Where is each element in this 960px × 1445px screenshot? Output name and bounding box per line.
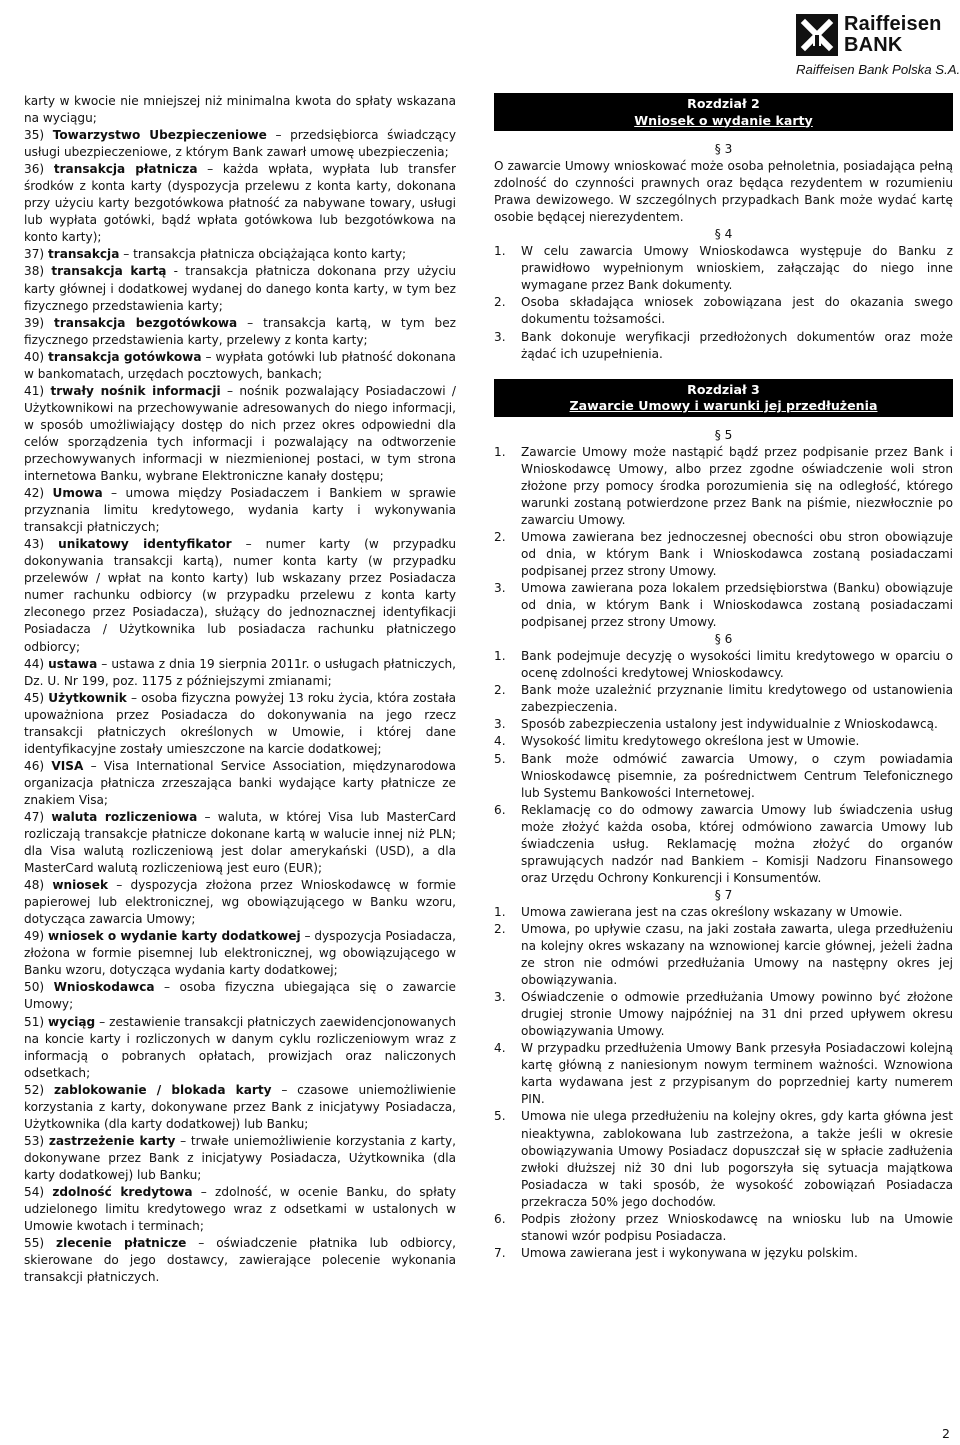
definition-text: – czasowe uniemożliwienie korzystania z karty, dokonywane przez Bank z inicjatywy Posiadacza, Użytkownika (dla karty dodatkowej) lub Banku; [24,1082,456,1131]
definition-item [24,1235,456,1286]
definition-number: 38) [24,264,45,279]
definition-term: unikatowy identyfikator [58,537,232,552]
section-3-text: O zawarcie Umowy wnioskować może osoba pełnoletnia, posiadająca pełną zdolność do czynności prawnych oraz będąca rezydentem w rozumieniu Prawa dewizowego. W szczególnych przypadkach Bank może wydać kartę osobie będącej nierezydentem. [494,159,953,225]
list-item [494,294,953,328]
definition-term: zablokowanie / blokada karty [53,1082,272,1097]
definition-item [24,383,456,485]
definition-text: – transakcja kartą, w tym bez fizycznego przedstawienia karty, przelewy z konta karty; [24,315,456,347]
definition-text: – numer karty (w przypadku dokonywania transakcji kartą), numer konta karty (w przypadku przelewów / wpłat na konto karty) lub wskazany przez Posiadacza numer rachunku odbiorcy (w przypadku przelewu z konta karty zleconego przez Posiadacza), służący do jednoznacznej identyfikacji Posiadacza / Użytkownika lub posiadacza rachunku płatniczego odbiorcy; [24,537,456,654]
definition-term: zdolność kredytowa [52,1185,193,1199]
list-item [494,921,953,989]
definition-term: transakcja płatnicza [53,162,198,177]
definition-term: VISA [51,758,84,773]
list-item-text: Umowa nie ulega przedłużeniu na kolejny okres, gdy karta główna jest nieaktywna, zablokowana lub zastrzeżona, a także jeśli w okresie obowiązywania Umowy Posiadacz dopuszczał się w spłacie zadłużenia zwłoki dłuższej niż 30 dni lub pogorszyła się sytuacja majątkowa Posiadacza w taki sposób, że wysokość zobowiązań Posiadacza przekracza 50% jego dochodów. [521,1109,953,1209]
definition-item [24,1014,456,1082]
definition-text: – oświadczenie płatnika lub odbiorcy, skierowane do jego dostawcy, zawierające polecenie wykonania transakcji płatniczych. [24,1236,456,1285]
definition-item [24,349,456,383]
definition-text: - transakcja płatnicza dokonana przy użyciu karty głównej i dodatkowej wydanej do danego konta karty, w tym bez fizycznego przedstawienia karty; [24,264,456,313]
section-3-sign: § 3 [714,142,733,156]
list-item [494,1211,953,1245]
list-item-number: 5. [494,1109,506,1124]
definition-term: Wnioskodawca [53,980,155,995]
definition-number: 50) [24,980,45,995]
definition-number: 48) [24,878,45,893]
definition-term: transakcja bezgotówkowa [54,315,238,330]
list-item-text: Sposób zabezpieczenia ustalony jest indywidualnie z Wnioskodawcą. [521,717,938,732]
list-item-number: 2. [494,921,506,936]
section-5-list [494,444,953,632]
definition-number: 43) [24,537,45,552]
definition-item [24,877,456,928]
section-7-sign: § 7 [714,887,733,902]
definition-term: waluta rozliczeniowa [51,809,198,824]
definition-number: 39) [24,315,45,330]
definition-number: 40) [24,349,45,364]
definition-item [24,758,456,809]
list-item-number: 6. [494,802,506,817]
definition-text: – nośnik pozwalający Posiadaczowi / Użytkownikowi na przechowywanie adresowanych do niego informacji, w sposób umożliwiający dostęp do nich przez okres odpowiedni dla celów sporządzenia tych informacji i pozwalający na odtworzenie przechowywanych informacji w niezmienionej postaci, w tym strona internetowa Banku, wybrane Elektroniczne kanały dostępu; [24,383,456,484]
list-item [494,1040,953,1108]
definition-term: wyciąg [48,1014,96,1029]
definition-number: 45) [24,690,45,705]
list-item-number: 5. [494,751,506,766]
definition-text: – zdolność, w ocenie Banku, do spłaty udzielonego limitu kredytowego wraz z odsetkami w ustalonych w Umowie kwotach i terminach; [24,1185,456,1234]
list-item-number: 1. [494,649,506,664]
list-item [494,989,953,1040]
page-number: 2 [942,1426,950,1441]
definition-item [24,690,456,758]
list-item-text: Wysokość limitu kredytowego określona jest w Umowie. [521,734,860,749]
logo-word-raiffeisen: Raiffeisen [844,13,942,35]
list-item-number: 3. [494,581,506,596]
list-item-text: Osoba składająca wniosek zobowiązana jest do okazania swego dokumentu tożsamości. [521,295,953,327]
definition-item [24,656,456,690]
list-item-number: 6. [494,1211,506,1226]
definition-text: – Visa International Service Association, międzynarodowa organizacja płatnicza zrzeszająca banki wydające karty płatnicze ze znakiem Visa; [24,758,456,807]
definition-item [24,536,456,655]
definition-number: 35) [24,128,45,143]
definition-number: 47) [24,809,45,824]
definition-term: zlecenie płatnicze [56,1236,187,1251]
chapter-3-title: Rozdział 3 [687,381,760,397]
definition-text: – dyspozycja Posiadacza, złożona w formie pisemnej lub elektronicznej, wg obowiązującego w Banku wzoru, dotycząca wydania karty dodatkowej; [24,929,456,978]
chapter-3-subtitle: Zawarcie Umowy i warunki jej przedłużenia [569,398,878,414]
list-item-number: 3. [494,717,506,732]
definition-number: 54) [24,1185,45,1199]
definition-text: – waluta, w której Visa lub MasterCard rozliczają transakcje płatnicze dokonane kartą w walucie innej niż PLN; dla Visa walutą rozliczeniową jest dolar amerykański (USD), a dla MasterCard walutą rozliczeniową jest euro (EUR); [24,809,456,876]
list-item-number: 1. [494,904,506,919]
section-6-list [494,648,953,887]
definition-text: – ustawa z dnia 19 sierpnia 2011r. o usługach płatniczych, Dz. U. Nr 199, poz. 1175 z późniejszymi zmianami; [24,656,456,688]
definition-item [24,93,456,127]
definition-number: 51) [24,1014,45,1029]
list-item-number: 4. [494,1041,506,1056]
definition-text: – umowa między Posiadaczem i Bankiem w sprawie przyznania limitu kredytowego, wydania karty i wykonywania transakcji płatniczych; [24,486,456,535]
list-item-text: Umowa zawierana jest i wykonywana w języku polskim. [521,1245,858,1260]
section-5-sign: § 5 [714,427,733,442]
definition-item [24,1082,456,1133]
definition-item [24,485,456,536]
list-item-number: 2. [494,683,506,698]
definition-item [24,127,456,161]
list-item-number: 2. [494,295,506,310]
definition-item [24,315,456,349]
definition-term: transakcja kartą [51,264,167,279]
list-item [494,1108,953,1210]
definition-item [24,809,456,877]
definition-term: transakcja gotówkowa [48,349,202,364]
definition-text: – osoba fizyczna ubiegająca się o zawarcie Umowy; [24,980,456,1012]
definition-item [24,161,456,246]
raiffeisen-gable-cross-icon [796,14,838,56]
definition-number: 53) [24,1133,45,1148]
section-4-list [494,243,953,362]
list-item [494,904,953,921]
definition-term: wniosek o wydanie karty dodatkowej [47,929,301,944]
definition-number: 37) [24,247,45,262]
definition-text: – trwałe uniemożliwienie korzystania z karty, dokonywane przez Bank z inicjatywy Posiadacza, Użytkownika (dla karty dodatkowej) lub Banku; [24,1133,456,1182]
definition-term: transakcja [47,247,120,262]
list-item-text: Umowa zawierana bez jednoczesnej obecności obu stron obowiązuje od dnia, w którym Bank i Wnioskodawca zostaną posiadaczami podpisanej przez strony Umowy. [521,529,953,578]
definition-term: Użytkownik [48,690,127,705]
definition-number: 55) [24,1236,45,1251]
list-item-text: Umowa zawierana poza lokalem przedsiębiorstwa (Banku) obowiązuje od dnia, w którym Bank i Wnioskodawca zostaną posiadaczami podpisanej przez strony Umowy. [521,581,953,630]
list-item-number: 3. [494,990,506,1005]
list-item [494,682,953,716]
list-item-text: W przypadku przedłużenia Umowy Bank przesyła Posiadaczowi kolejną kartę główną z naniesionym nowym terminem ważności. Wznowiona karta wydawana jest z przypisanym do poprzedniej karty numerem PIN. [521,1041,953,1107]
definition-term: ustawa [48,656,98,671]
list-item-number: 2. [494,529,506,544]
chapter-2-subtitle: Wniosek o wydanie karty [634,112,813,128]
definition-number: 42) [24,486,45,501]
definitions-column [24,93,456,1286]
section-6-sign: § 6 [714,632,733,647]
definition-number: 52) [24,1082,45,1097]
definition-term: Umowa [52,486,103,501]
list-item [494,733,953,750]
list-item [494,1245,953,1262]
list-item [494,329,953,363]
section-7-list [494,904,953,1262]
definition-item [24,1184,456,1235]
definition-text: – przedsiębiorca świadczący usługi ubezpieczeniowe, z którym Bank zawarł umowę ubezpieczenia; [24,128,456,160]
list-item-text: Bank może uzależnić przyznanie limitu kredytowego od ustanowienia zabezpieczenia. [521,683,953,715]
definition-number: 44) [24,656,45,671]
list-item-number: 4. [494,734,506,749]
definition-text: – wypłata gotówki lub płatność dokonana w bankomatach, urzędach pocztowych, bankach; [24,349,456,381]
logo-word-bank: BANK [844,34,903,56]
definition-text: – każda wpłata, wypłata lub transfer środków z konta karty (dyspozycja przelewu z konta karty, dokonana przy użyciu karty bezgotówkowa płatność za nabywane towary, usługi lub wypłata gotówki, bądź wpłata gotówkowa lub bezgotówkowa na konto karty); [24,162,456,245]
definition-term: zastrzeżenie karty [48,1133,176,1148]
definition-number: 36) [24,162,45,177]
list-item-text: Podpis złożony przez Wnioskodawcę na wniosku lub na Umowie stanowi wzór podpisu Posiadacza. [521,1211,953,1243]
list-item-text: Oświadczenie o odmowie przedłużania Umowy powinno być złożone drugiej stronie Umowy najpóźniej na 31 dni przed upływem okresu obowiązywania Umowy. [521,990,953,1039]
list-item-text: Bank podejmuje decyzję o wysokości limitu kredytowego w oparciu o ocenę zdolności kredytowej Wnioskodawcy. [521,649,953,681]
definition-item [24,246,456,263]
list-item-text: Bank dokonuje weryfikacji przedłożonych dokumentów oraz może żądać ich uzupełnienia. [521,329,953,361]
logo-subtitle: Raiffeisen Bank Polska S.A. [796,62,960,77]
chapters-column [494,93,953,1262]
list-item-number: 1. [494,244,506,259]
list-item-text: Zawarcie Umowy może nastąpić bądź przez podpisanie przez Bank i Wnioskodawcę Umowy, albo przez zgodne oświadczenie woli stron złożone przy pomocy środka porozumienia się na odległość, którego warunki zostaną potwierdzone przez Bank na piśmie, niezwłocznie po zawarciu Umowy. [521,444,953,527]
chapter-3-header [494,379,953,417]
definition-number: 41) [24,383,45,398]
definition-text: – osoba fizyczna powyżej 13 roku życia, która została upoważniona przez Posiadacza do dokonywania na jego rzecz transakcji płatniczych określonych w Umowie, i której dane identyfikacyjne zostały umieszczone na karcie dodatkowej; [24,690,456,756]
definition-term: trwały nośnik informacji [50,383,221,398]
list-item [494,444,953,529]
definition-text: – transakcja płatnicza obciążająca konto karty; [119,247,407,262]
list-item-text: Bank może odmówić zawarcia Umowy, o czym powiadamia Wnioskodawcę pisemnie, za pośrednictwem Centrum Telefonicznego lub Systemu Bankowości Internetowej. [521,751,953,800]
list-item-text: Reklamację co do odmowy zawarcia Umowy lub świadczenia usług może złożyć każda osoba, której odmówiono zawarcia Umowy lub świadczenia usług. Reklamację można złożyć do organów sprawujących nadzór nad Bankiem – Komisji Nadzoru Finansowego oraz Urzędu Ochrony Konkurencji i Konsumentów. [521,802,953,885]
list-item [494,648,953,682]
chapter-2-header [494,93,953,131]
definition-number: 46) [24,758,45,773]
definition-number: 49) [24,929,45,944]
list-item [494,580,953,631]
definition-item [24,263,456,314]
section-4-sign: § 4 [714,227,733,242]
definition-term: wniosek [52,878,108,893]
list-item-text: Umowa zawierana jest na czas określony wskazany w Umowie. [521,904,903,919]
list-item-text: Umowa, po upływie czasu, na jaki została zawarta, ulega przedłużeniu na kolejny okres wskazany na wznowionej karcie głównej, jeżeli żadna ze stron nie odmówi przedłużania Umowy na następny okres jej obowiązywania. [521,921,953,988]
list-item [494,529,953,580]
definition-text: – zestawienie transakcji płatniczych zaewidencjonowanych na koncie karty i rozliczonych w danym cyklu rozliczeniowym wraz z informacją o pobranych opłatach, prowizjach oraz naliczonych odsetkach; [24,1014,456,1080]
definition-item [24,928,456,979]
list-item-text: W celu zawarcia Umowy Wnioskodawca występuje do Banku z prawidłowo wypełnionym wnioskiem, załączając do niego inne wymagane przez Bank dokumenty. [521,244,953,293]
list-item [494,751,953,802]
list-item-number: 1. [494,444,506,459]
list-item-number: 3. [494,329,506,344]
definition-text: – dyspozycja złożona przez Wnioskodawcę w formie papierowej lub elektronicznej, wg obowiązującego w Banku wzoru, dotycząca zawarcia Umowy; [24,878,456,927]
definition-term: Towarzystwo Ubezpieczeniowe [52,128,267,143]
list-item [494,243,953,294]
definition-item [24,979,456,1013]
list-item [494,716,953,733]
list-item-number: 7. [494,1245,506,1260]
definition-item [24,1133,456,1184]
raiffeisen-logo [796,14,958,80]
list-item [494,802,953,887]
definition-text: karty w kwocie nie mniejszej niż minimalna kwota do spłaty wskazana na wyciągu; [24,94,456,126]
chapter-2-title: Rozdział 2 [687,96,760,111]
